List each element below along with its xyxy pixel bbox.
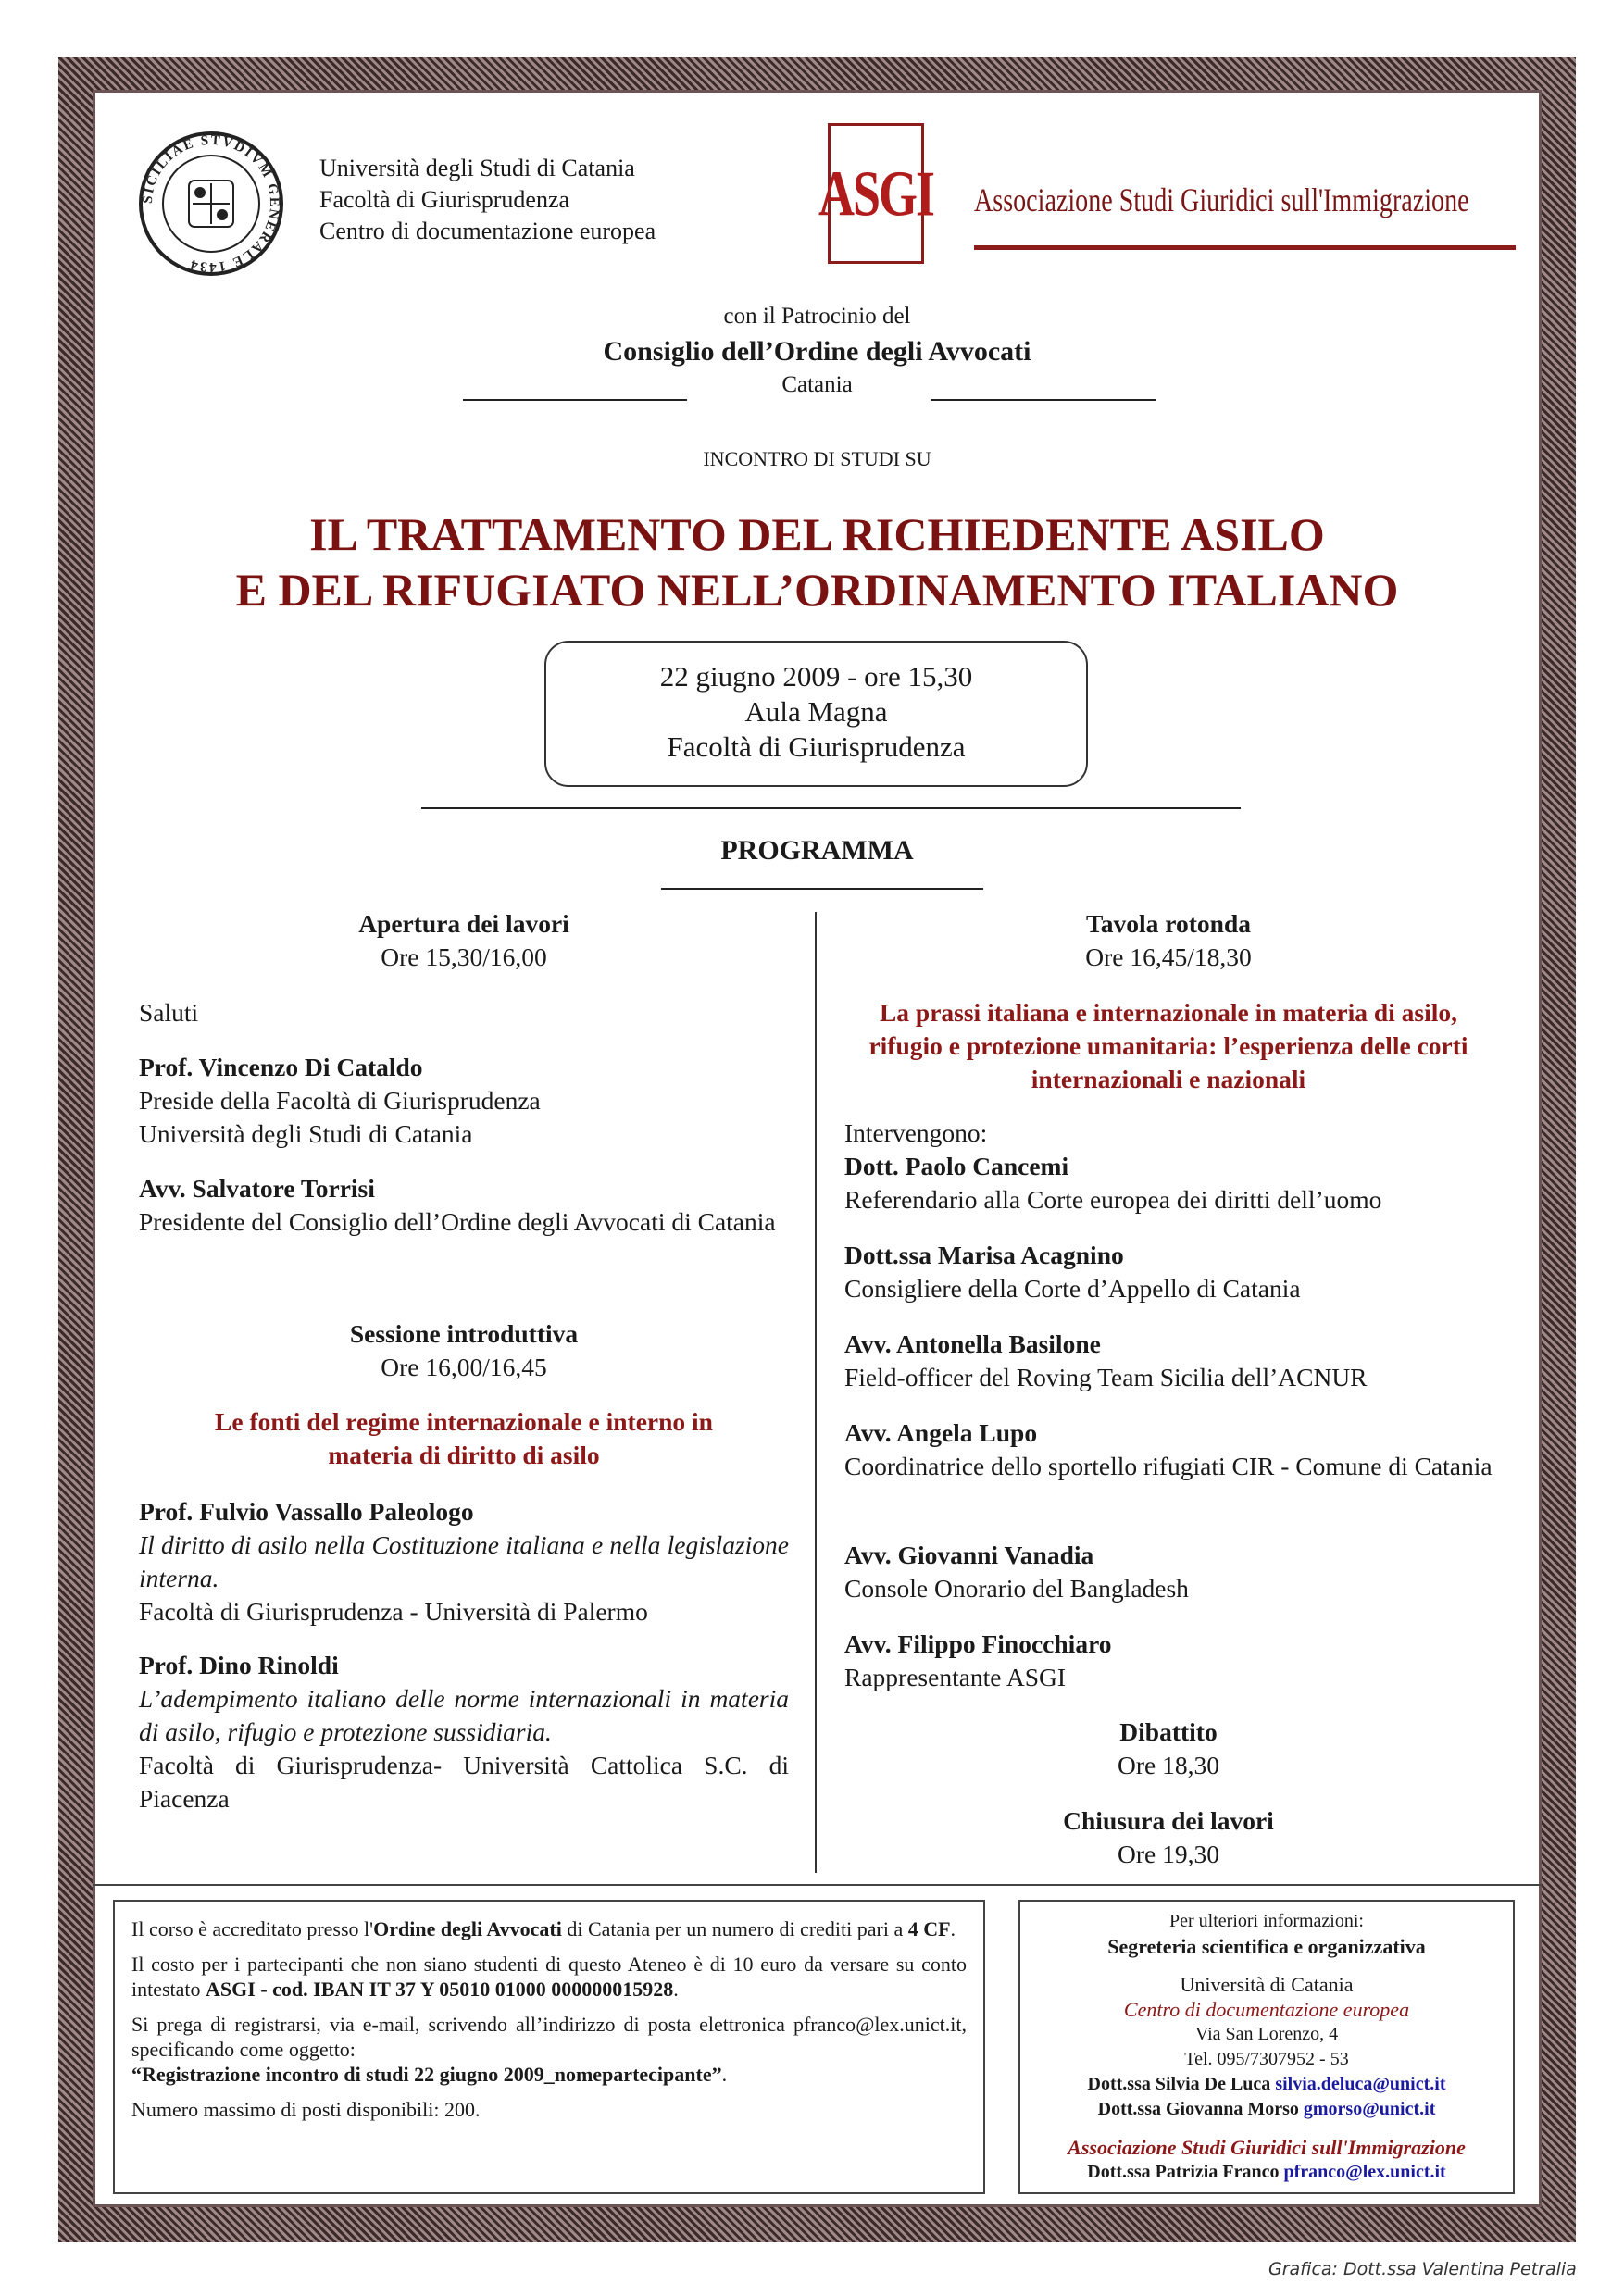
registration-info-box	[113, 1900, 985, 2194]
panelist-6-role: Rappresentante ASGI	[844, 1663, 1067, 1691]
closing-title: Chiusura dei lavori	[1063, 1806, 1274, 1835]
asgi-logo	[818, 123, 934, 264]
speaker-1-role: Preside della Facoltà di Giurisprudenza	[139, 1086, 541, 1115]
svg-text:SICILIAE STVDIVM GENERALE 1434: SICILIAE STVDIVM GENERALE 1434	[140, 132, 282, 275]
speaker-1-affiliation: Università degli Studi di Catania	[139, 1119, 473, 1148]
footer-divider	[93, 1884, 1542, 1886]
debate-time: Ore 18,30	[1118, 1751, 1219, 1779]
event-details-box	[544, 641, 1088, 787]
patronage-intro: con il Patrocinio del	[723, 304, 911, 329]
opening-title: Apertura dei lavori	[358, 909, 569, 938]
event-kicker: INCONTRO DI STUDI SU	[703, 447, 931, 470]
speaker-1-name: Prof. Vincenzo Di Cataldo	[139, 1053, 423, 1081]
session-topic: Le fonti del regime internazionale e interno in materia di diritto di asilo	[215, 1407, 713, 1469]
asgi-rule	[974, 245, 1516, 250]
university-block	[319, 153, 656, 247]
round-table-title: Tavola rotonda	[1085, 909, 1252, 938]
contact-2: Dott.ssa Giovanna Morso gmorso@unict.it	[1097, 2099, 1436, 2119]
column-divider	[815, 912, 817, 1873]
speaker-2-role: Presidente del Consiglio dell’Ordine degli Avvocati di Catania	[139, 1207, 776, 1236]
programma-heading: PROGRAMMA	[720, 835, 914, 866]
contact-address: Via San Lorenzo, 4	[1194, 2024, 1339, 2044]
event-date-time: 22 giugno 2009 - ore 15,30	[659, 660, 973, 693]
panelist-1-name: Dott. Paolo Cancemi	[844, 1152, 1069, 1180]
contact-university: Università di Catania	[1180, 1973, 1354, 1996]
panelist-3-role: Field-officer del Roving Team Sicilia dell’ACNUR	[844, 1363, 1368, 1391]
speaker-3-talk: Il diritto di asilo nella Costituzione italiana e nella legislazione interna.	[139, 1530, 789, 1592]
panelist-4-role: Coordinatrice dello sportello rifugiati CIR - Comune di Catania	[844, 1452, 1493, 1480]
speaker-4-name: Prof. Dino Rinoldi	[139, 1651, 339, 1679]
event-title-line1: IL TRATTAMENTO DEL RICHIEDENTE ASILO	[309, 508, 1325, 560]
contact-3-email[interactable]: pfranco@lex.unict.it	[1283, 2162, 1446, 2182]
event-title-line2: E DEL RIFUGIATO NELL’ORDINAMENTO ITALIANO	[235, 564, 1399, 616]
panelist-2-role: Consigliere della Corte d’Appello di Catania	[844, 1274, 1301, 1303]
session-title: Sessione introduttiva	[349, 1319, 579, 1348]
patronage-body: Consiglio dell’Ordine degli Avvocati	[603, 336, 1031, 367]
divider-left	[463, 399, 687, 401]
round-table-time: Ore 16,45/18,30	[1085, 942, 1252, 971]
panelist-4-name: Avv. Angela Lupo	[844, 1418, 1038, 1447]
session-time: Ore 16,00/16,45	[381, 1353, 547, 1381]
divider-programma-top	[421, 807, 1241, 809]
accreditation-note: Il corso è accreditato presso l'Ordine degli Avvocati di Catania per un numero di crediti pari a 4 CF.	[131, 1917, 956, 1940]
contact-2-email[interactable]: gmorso@unict.it	[1303, 2099, 1436, 2119]
fee-note: Il costo per i partecipanti che non siano studenti di questo Ateneo è di 10 euro da versare su conto intestato ASGI - cod. IBAN IT 37 Y 05010 01000 000000015928.	[131, 1953, 967, 2001]
speaker-3-name: Prof. Fulvio Vassallo Paleologo	[139, 1497, 474, 1526]
contact-1: Dott.ssa Silvia De Luca silvia.deluca@unict.it	[1087, 2074, 1446, 2094]
university-name: Università degli Studi di Catania	[319, 155, 635, 181]
panelist-3-name: Avv. Antonella Basilone	[844, 1329, 1101, 1358]
contact-3: Dott.ssa Patrizia Franco pfranco@lex.unict.it	[1087, 2162, 1446, 2182]
contact-intro: Per ulteriori informazioni:	[1169, 1911, 1364, 1931]
divider-programma-bottom	[661, 888, 983, 890]
faculty-name: Facoltà di Giurisprudenza	[319, 186, 570, 213]
centre-name: Centro di documentazione europea	[319, 218, 656, 244]
contact-info-box	[1018, 1900, 1515, 2194]
speaker-2-name: Avv. Salvatore Torrisi	[139, 1174, 375, 1203]
asgi-logo-text: ASGI	[818, 157, 934, 230]
event-room: Aula Magna	[744, 695, 888, 728]
panelist-1-role: Referendario alla Corte europea dei diritti dell’uomo	[844, 1185, 1382, 1214]
contact-1-email[interactable]: silvia.deluca@unict.it	[1275, 2074, 1446, 2094]
closing-time: Ore 19,30	[1118, 1840, 1219, 1868]
contact-phone: Tel. 095/7307952 - 53	[1184, 2049, 1349, 2069]
speaker-4-talk: L’adempimento italiano delle norme internazionali in materia di asilo, rifugio e protezione sussidiaria.	[139, 1684, 789, 1746]
greetings-label: Saluti	[139, 998, 199, 1027]
speaker-4-affiliation: Facoltà di Giurisprudenza- Università Cattolica S.C. di Piacenza	[139, 1751, 789, 1813]
registration-note: Si prega di registrarsi, via e-mail, scrivendo all’indirizzo di posta elettronica pfranco@lex.unict.it, specificando come oggetto: “Registrazione incontro di studi 22 giugno 2009_nomepartecipante”.	[131, 2013, 967, 2086]
asgi-association-name: Associazione Studi Giuridici sull'Immigrazione	[974, 181, 1469, 218]
max-seats-note: Numero massimo di posti disponibili: 200.	[131, 2098, 481, 2121]
panelist-6-name: Avv. Filippo Finocchiaro	[844, 1629, 1112, 1658]
secretariat-label: Segreteria scientifica e organizzativa	[1107, 1935, 1426, 1958]
debate-title: Dibattito	[1119, 1717, 1218, 1746]
opening-time: Ore 15,30/16,00	[381, 942, 547, 971]
event-faculty: Facoltà di Giurisprudenza	[667, 730, 966, 763]
speaker-3-affiliation: Facoltà di Giurisprudenza - Università di Palermo	[139, 1597, 648, 1626]
round-table-topic: La prassi italiana e internazionale in materia di asilo, rifugio e protezione umanitaria: l’esperienza delle corti internazionali e nazionali	[868, 998, 1468, 1093]
patronage-city: Catania	[781, 372, 853, 397]
panelist-2-name: Dott.ssa Marisa Acagnino	[844, 1241, 1124, 1269]
divider-right	[931, 399, 1156, 401]
panelist-5-name: Avv. Giovanni Vanadia	[844, 1541, 1094, 1569]
panelist-5-role: Console Onorario del Bangladesh	[844, 1574, 1189, 1603]
design-credit: Grafica: Dott.ssa Valentina Petralia	[1268, 2259, 1577, 2279]
university-seal-icon	[137, 130, 285, 278]
speakers-intro: Intervengono:	[844, 1118, 988, 1147]
contact-centre: Centro di documentazione europea	[1123, 1998, 1410, 2021]
contact-asgi: Associazione Studi Giuridici sull'Immigrazione	[1068, 2136, 1466, 2159]
